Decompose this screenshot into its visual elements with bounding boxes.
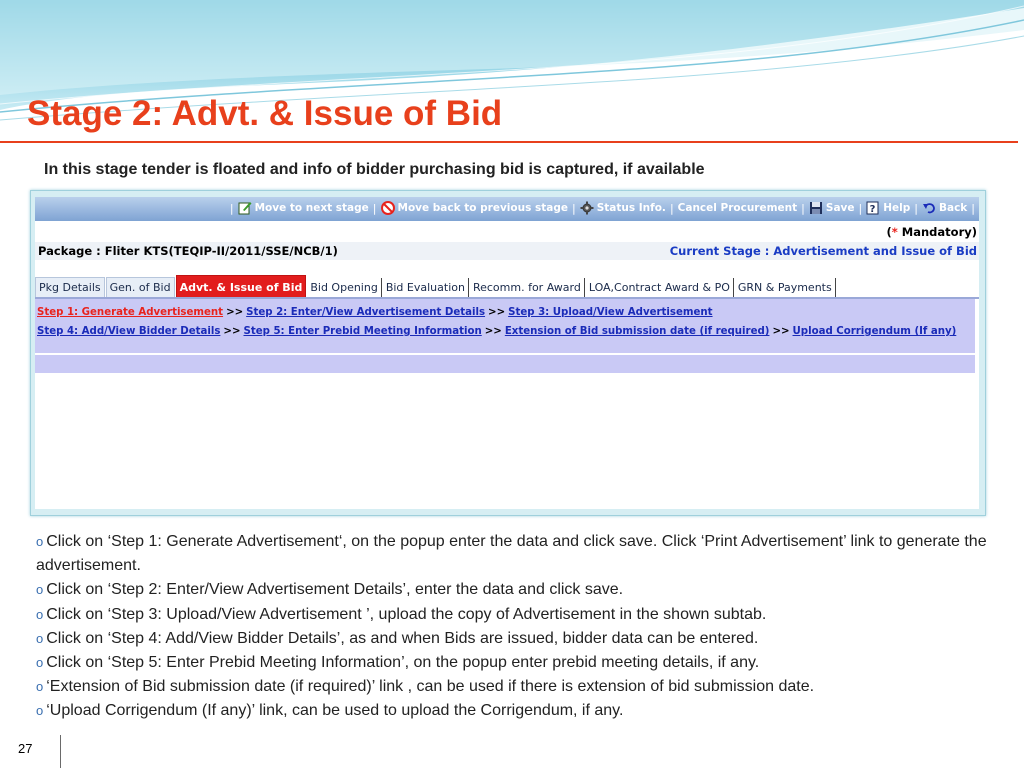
note-item [36,578,1016,602]
toolbar-separator: | [858,201,863,215]
instruction-notes [36,530,1016,724]
step-arrow: >> [484,326,502,337]
tab-bid-opening[interactable]: Bid Opening [307,278,381,297]
note-item [36,530,1016,578]
svg-text:?: ? [869,204,876,215]
slide-title: Stage 2: Advt. & Issue of Bid [27,94,503,133]
no-entry-icon [381,201,395,215]
note-text: Click on ‘Step 3: Upload/View Advertisement ’, upload the copy of Advertisement in the shown subtab. [46,605,767,623]
procurement-app [35,197,979,509]
mandatory-star: * [891,225,898,239]
page-number-divider [60,735,61,768]
save-label: Save [825,202,855,214]
app-screenshot-frame [30,190,986,516]
toolbar-separator: | [571,201,576,215]
tab-grn-payments[interactable]: GRN & Payments [735,278,836,297]
slide-subtitle: In this stage tender is floated and info of bidder purchasing bid is captured, if available [44,161,705,178]
step-1-link[interactable]: Step 1: Generate Advertisement [37,307,224,318]
status-info-label: Status Info. [596,202,666,214]
note-text: Click on ‘Step 5: Enter Prebid Meeting Information’, on the popup enter prebid meeting details, if any. [46,654,760,672]
corrigendum-link[interactable]: Upload Corrigendum (If any) [792,326,957,337]
stage-tabs [35,275,837,297]
bullet-marker: o [36,679,44,695]
note-item [36,651,1016,675]
bullet-marker: o [36,606,44,622]
move-next-stage-label: Move to next stage [254,202,369,214]
note-text: Click on ‘Step 1: Generate Advertisement‘, on the popup enter the data and click save. Click ‘Print Advertisement’ link to generate the advertisement. [36,533,987,575]
step-4-link[interactable]: Step 4: Add/View Bidder Details [37,326,221,337]
help-icon [866,201,880,215]
steps-list [37,303,973,341]
tab-recomm-for-award[interactable]: Recomm. for Award [470,278,585,297]
current-stage-label: Current Stage : Advertisement and Issue of Bid [669,244,977,258]
undo-arrow-icon [922,201,936,215]
bullet-marker: o [36,655,44,671]
note-text: Click on ‘Step 4: Add/View Bidder Details’, as and when Bids are issued, bidder data can be entered. [46,629,759,647]
step-2-link[interactable]: Step 2: Enter/View Advertisement Details [246,307,486,318]
bullet-marker: o [36,582,44,598]
title-divider [0,141,1018,143]
toolbar-separator: | [914,201,918,215]
step-arrow: >> [488,307,506,318]
mandatory-label: Mandatory) [897,225,977,239]
gear-icon [580,201,594,215]
status-info-button[interactable] [580,201,666,215]
note-text: Click on ‘Step 2: Enter/View Advertisement Details’, enter the data and click save. [46,581,624,599]
tab-advt-issue-of-bid[interactable]: Advt. & Issue of Bid [176,275,307,297]
bullet-marker: o [36,630,44,646]
help-label: Help [883,202,911,214]
content-bar [35,355,975,373]
toolbar [35,197,979,221]
toolbar-separator: | [229,201,234,215]
package-info-row [35,242,979,260]
bullet-marker: o [36,703,44,719]
back-label: Back [938,202,968,214]
toolbar-separator: | [669,201,674,215]
tab-pkg-details[interactable]: Pkg Details [35,277,105,297]
steps-panel [35,299,975,353]
toolbar-separator: | [372,201,377,215]
note-item [36,627,1016,651]
step-arrow: >> [223,326,241,337]
bullet-marker: o [36,534,44,549]
step-arrow: >> [772,326,790,337]
edit-icon [238,201,252,215]
note-item [36,675,1016,699]
mandatory-open: ( [886,225,892,239]
tab-bid-evaluation[interactable]: Bid Evaluation [383,278,469,297]
help-button[interactable] [866,201,910,215]
page-number: 27 [18,741,33,756]
mandatory-legend [887,225,978,239]
cancel-procurement-label: Cancel Procurement [677,202,798,214]
step-5-link[interactable]: Step 5: Enter Prebid Meeting Information [243,326,482,337]
move-back-stage-button[interactable] [381,201,568,215]
note-text: ‘Extension of Bid submission date (if required)’ link , can be used if there is extension of bid submission date. [46,678,815,696]
move-next-stage-button[interactable] [238,201,369,215]
note-text: ‘Upload Corrigendum (If any)’ link, can be used to upload the Corrigendum, if any. [46,702,624,720]
toolbar-separator: | [971,201,975,215]
tab-gen-of-bid[interactable]: Gen. of Bid [106,277,175,297]
move-back-stage-label: Move back to previous stage [397,202,568,214]
note-item [36,699,1016,723]
back-button[interactable] [922,201,967,215]
toolbar-separator: | [801,201,805,215]
cancel-procurement-button[interactable] [678,202,798,214]
floppy-disk-icon [809,201,823,215]
step-arrow: >> [226,307,244,318]
tab-loa-contract-award-po[interactable]: LOA,Contract Award & PO [586,278,734,297]
extension-link[interactable]: Extension of Bid submission date (if required) [504,326,770,337]
save-button[interactable] [809,201,855,215]
step-3-link[interactable]: Step 3: Upload/View Advertisement [508,307,713,318]
package-label: Package : Fliter KTS(TEQIP-II/2011/SSE/NCB/1) [38,244,338,258]
note-item [36,603,1016,627]
